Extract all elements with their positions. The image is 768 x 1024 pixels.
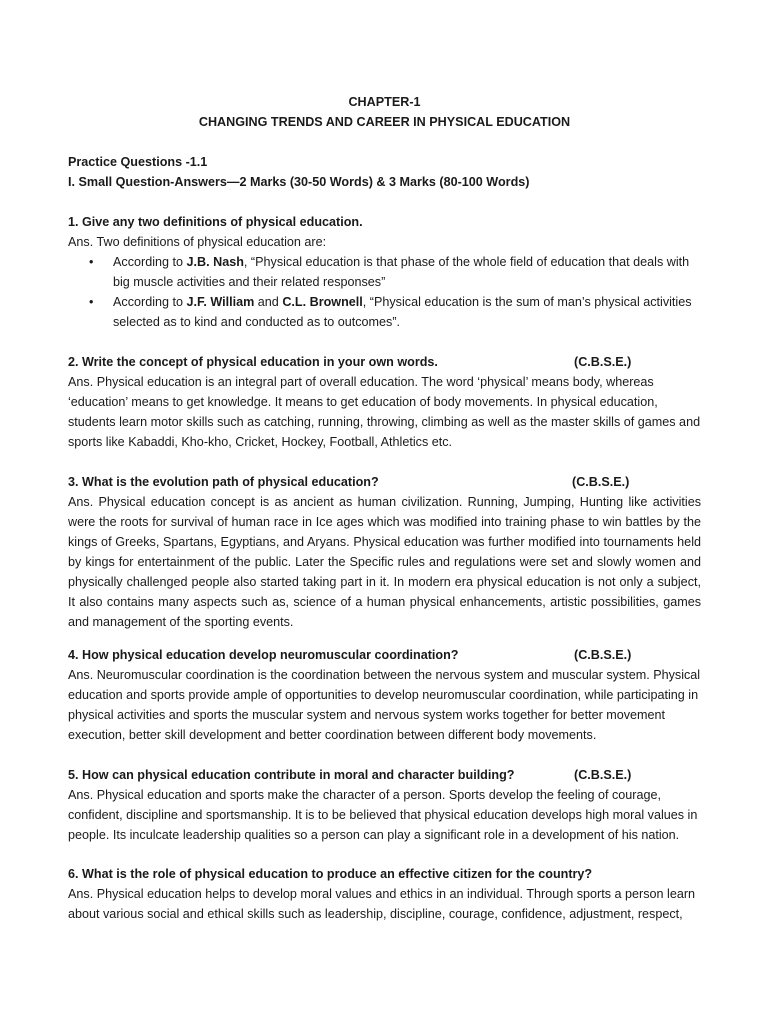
cbse-tag: (C.B.S.E.): [574, 648, 632, 662]
question-1-title: 1. Give any two definitions of physical education.: [68, 215, 363, 229]
question-2: [68, 352, 701, 452]
answer-3: Ans. Physical education concept is as ancient as human civilization. Running, Jumping, Hunting like activities were the roots for survival of human race in Ice ages which was modified into training phase to win battles by the kings of Greeks, Spartans, Egyptians, and Aryans. Physical education was further modified into tournaments held by kings for entertainment of the public. Later the Specific rules and regulations were set and slowly women and physically challenged people also started taking part in it. In modern era physical education is not only a subject, It also contains many aspects such as, science of a human physical enhancements, artistic possibilities, games and management of the sporting events.: [68, 495, 701, 629]
question-5-title: 5. How can physical education contribute in moral and character building?: [68, 768, 515, 782]
section-heading: I. Small Question-Answers—2 Marks (30-50 Words) & 3 Marks (80-100 Words): [68, 175, 530, 189]
question-3: [68, 472, 701, 632]
question-4: [68, 645, 701, 745]
question-1: [68, 212, 701, 332]
author-name: J.F. William: [186, 295, 255, 309]
chapter-label: CHAPTER-1: [348, 95, 421, 109]
author-name: C.L. Brownell: [282, 295, 363, 309]
answer-6: Ans. Physical education helps to develop moral values and ethics in an individual. Through sports a person learn about various social and ethical skills such as leadership, discipline, courage, confidence, adjustment, respect,: [68, 887, 696, 921]
question-2-title: 2. Write the concept of physical education in your own words.: [68, 355, 438, 369]
chapter-title: CHANGING TRENDS AND CAREER IN PHYSICAL EDUCATION: [198, 115, 571, 129]
question-5: [68, 765, 701, 845]
cbse-tag: (C.B.S.E.): [574, 355, 632, 369]
question-6-title: 6. What is the role of physical education to produce an effective citizen for the country?: [68, 867, 593, 881]
definition-list: [68, 252, 701, 332]
cbse-tag: (C.B.S.E.): [574, 768, 632, 782]
bullet-icon: •: [89, 295, 94, 309]
question-6: [68, 864, 701, 924]
answer-2: Ans. Physical education is an integral part of overall education. The word ‘physical’ means body, whereas ‘education’ means to get knowledge. It means to get education of body movements. In physical education, students learn motor skills such as catching, running, throwing, climbing as well as the master skills of games and sports like Kabaddi, Kho-kho, Cricket, Hockey, Football, Athletics etc.: [68, 375, 701, 449]
answer-4: Ans. Neuromuscular coordination is the coordination between the nervous system and muscular system. Physical education and sports provide ample of opportunities to develop neuromuscular coordination, while participating in physical activities and sports the muscular system and nervous system works together for better movement execution, better skill development and better coordination between different body movements.: [68, 668, 701, 742]
question-3-title: 3. What is the evolution path of physical education?: [68, 475, 379, 489]
cbse-tag: (C.B.S.E.): [572, 475, 630, 489]
list-item: • According to J.F. William and C.L. Brownell, “Physical education is the sum of man’s physical activities selected as to kind and conducted as to outcomes”.: [68, 292, 701, 332]
question-4-title: 4. How physical education develop neuromuscular coordination?: [68, 648, 459, 662]
answer-1-intro: Ans. Two definitions of physical education are:: [68, 235, 327, 249]
answer-5: Ans. Physical education and sports make the character of a person. Sports develop the feeling of courage, confident, discipline and sportsmanship. It is to be believed that physical education develops high moral values in people. Its inculcate leadership qualities so a person can play a significant role in a development of his nation.: [68, 788, 698, 842]
bullet-icon: •: [89, 255, 94, 269]
author-name: J.B. Nash: [186, 255, 244, 269]
list-item: • According to J.B. Nash, “Physical education is that phase of the whole field of education that deals with big muscle activities and their related responses”: [68, 252, 701, 292]
practice-heading: Practice Questions -1.1: [68, 155, 208, 169]
